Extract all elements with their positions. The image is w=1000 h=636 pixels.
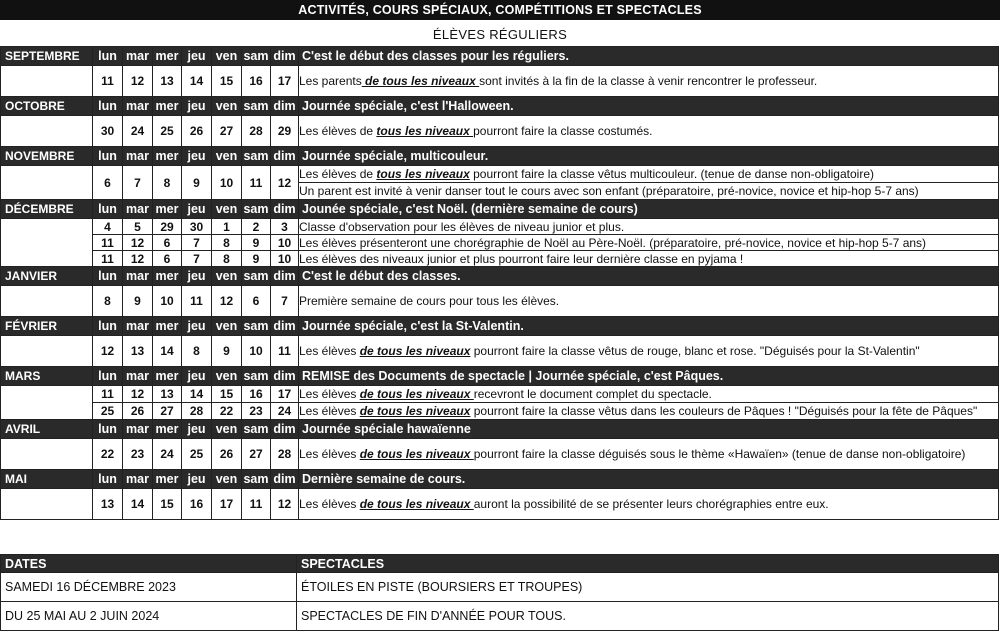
activity-description <box>299 489 999 520</box>
day-number: 13 <box>153 66 182 97</box>
day-number: 8 <box>93 286 123 317</box>
day-number: 17 <box>271 66 299 97</box>
day-number: 3 <box>271 219 299 235</box>
week-row <box>1 286 999 317</box>
day-name: mar <box>123 97 153 116</box>
day-name: mer <box>153 420 182 439</box>
description-text: sont invités à la fin de la classe à venir rencontrer le professeur. <box>479 74 818 88</box>
day-name: sam <box>242 470 271 489</box>
activity-description <box>299 166 999 183</box>
day-number: 11 <box>93 251 123 267</box>
day-number: 7 <box>123 166 153 200</box>
day-number: 16 <box>242 386 271 403</box>
day-name: jeu <box>182 97 212 116</box>
month-header-row <box>1 470 999 489</box>
day-name: jeu <box>182 367 212 386</box>
page-subtitle: ÉLÈVES RÉGULIERS <box>432 27 568 42</box>
day-name: jeu <box>182 420 212 439</box>
dates-column-header: DATES <box>1 555 297 573</box>
shows-column-header: SPECTACLES <box>297 555 999 573</box>
day-number: 8 <box>153 166 182 200</box>
month-name: DÉCEMBRE <box>1 200 93 219</box>
day-number: 24 <box>123 116 153 147</box>
level-label: de tous les niveaux <box>359 447 474 461</box>
month-name: NOVEMBRE <box>1 147 93 166</box>
day-number: 14 <box>153 336 182 367</box>
day-number: 28 <box>242 116 271 147</box>
month-blank-cell <box>1 489 93 520</box>
day-number: 14 <box>182 386 212 403</box>
day-name: ven <box>212 317 242 336</box>
day-name: sam <box>242 147 271 166</box>
day-number: 23 <box>123 439 153 470</box>
month-name: SEPTEMBRE <box>1 47 93 66</box>
description-text: Les élèves <box>299 497 360 511</box>
week-row <box>1 489 999 520</box>
calendar-table <box>0 46 999 520</box>
day-number: 7 <box>271 286 299 317</box>
month-blank-cell <box>1 116 93 147</box>
day-number: 11 <box>93 386 123 403</box>
day-name: lun <box>93 420 123 439</box>
day-name: mar <box>123 317 153 336</box>
day-number: 17 <box>271 386 299 403</box>
day-name: jeu <box>182 200 212 219</box>
day-number: 10 <box>242 336 271 367</box>
day-number: 29 <box>271 116 299 147</box>
activity-description <box>299 286 999 317</box>
shows-header-row <box>1 555 999 573</box>
day-name: ven <box>212 200 242 219</box>
level-label: de tous les niveaux <box>359 344 471 358</box>
day-number: 5 <box>123 219 153 235</box>
day-name: dim <box>271 317 299 336</box>
day-number: 28 <box>182 403 212 420</box>
day-number: 16 <box>182 489 212 520</box>
description-text: pourront faire la classe vêtus multicouleur. (tenue de danse non-obligatoire) <box>469 167 874 181</box>
activity-description <box>299 116 999 147</box>
month-title: Journée spéciale hawaïenne <box>299 420 999 439</box>
day-name: sam <box>242 47 271 66</box>
day-number: 9 <box>242 251 271 267</box>
day-name: mar <box>123 470 153 489</box>
day-number: 6 <box>242 286 271 317</box>
day-name: dim <box>271 470 299 489</box>
month-header-row <box>1 147 999 166</box>
day-number: 25 <box>153 116 182 147</box>
day-number: 12 <box>271 489 299 520</box>
day-number: 11 <box>242 489 271 520</box>
day-number: 13 <box>153 386 182 403</box>
description-text: Classe d'observation pour les élèves de niveau junior et plus. <box>299 219 625 234</box>
week-row <box>1 219 999 235</box>
day-name: jeu <box>182 147 212 166</box>
day-name: mer <box>153 47 182 66</box>
description-text: Les élèves des niveaux junior et plus pourront faire leur dernière classe en pyjama ! <box>299 251 744 266</box>
activity-description <box>299 219 999 235</box>
day-number: 24 <box>271 403 299 420</box>
day-name: mar <box>123 147 153 166</box>
description-text: Les élèves de <box>299 124 377 138</box>
level-label: de tous les niveaux <box>361 74 480 88</box>
day-name: mer <box>153 200 182 219</box>
month-title: C'est le début des classes. <box>299 267 999 286</box>
day-number: 12 <box>123 251 153 267</box>
week-row <box>1 116 999 147</box>
day-number: 24 <box>153 439 182 470</box>
description-text: Les élèves <box>299 447 360 461</box>
description-text: Les élèves <box>299 387 360 401</box>
day-number: 8 <box>182 336 212 367</box>
description-text: pourront faire la classe vêtus de rouge, blanc et rose. "Déguisés pour la St-Valentin" <box>470 344 920 358</box>
description-text: pourront faire la classe costumés. <box>473 124 653 138</box>
day-name: mar <box>123 47 153 66</box>
day-number: 4 <box>93 219 123 235</box>
day-name: ven <box>212 47 242 66</box>
day-name: ven <box>212 420 242 439</box>
day-number: 22 <box>212 403 242 420</box>
day-number: 6 <box>153 251 182 267</box>
day-name: sam <box>242 267 271 286</box>
day-number: 13 <box>93 489 123 520</box>
month-blank-cell <box>1 439 93 470</box>
month-blank-cell <box>1 66 93 97</box>
level-label: de tous les niveaux <box>359 404 471 418</box>
day-name: mer <box>153 97 182 116</box>
activity-description <box>299 386 999 403</box>
day-name: dim <box>271 147 299 166</box>
day-number: 11 <box>93 66 123 97</box>
day-name: sam <box>242 317 271 336</box>
day-number: 10 <box>271 235 299 251</box>
month-title: Journée spéciale, c'est la St-Valentin. <box>299 317 999 336</box>
description-text: Un parent est invité à venir danser tout le cours avec son enfant (préparatoire, pré-novice, novice et hip-hop 5-7 ans) <box>299 184 919 198</box>
day-name: jeu <box>182 47 212 66</box>
day-name: lun <box>93 317 123 336</box>
description-text: recevront le document complet du spectacle. <box>473 387 712 401</box>
day-name: jeu <box>182 470 212 489</box>
day-number: 6 <box>153 235 182 251</box>
description-text: Les élèves <box>299 404 360 418</box>
day-number: 27 <box>212 116 242 147</box>
month-blank-cell <box>1 386 93 420</box>
day-name: ven <box>212 97 242 116</box>
day-name: mar <box>123 367 153 386</box>
day-number: 30 <box>93 116 123 147</box>
shows-table <box>0 554 999 631</box>
level-label: tous les niveaux <box>376 167 470 181</box>
month-name: AVRIL <box>1 420 93 439</box>
day-number: 13 <box>123 336 153 367</box>
week-row <box>1 251 999 267</box>
level-label: tous les niveaux <box>376 124 474 138</box>
activity-description <box>299 235 999 251</box>
day-name: mer <box>153 367 182 386</box>
day-number: 15 <box>212 66 242 97</box>
month-header-row <box>1 317 999 336</box>
day-number: 1 <box>212 219 242 235</box>
day-number: 11 <box>271 336 299 367</box>
month-name: OCTOBRE <box>1 97 93 116</box>
day-name: dim <box>271 47 299 66</box>
month-header-row <box>1 47 999 66</box>
show-date: DU 25 MAI AU 2 JUIN 2024 <box>1 602 297 631</box>
day-name: lun <box>93 367 123 386</box>
day-name: mer <box>153 317 182 336</box>
day-name: ven <box>212 267 242 286</box>
day-name: dim <box>271 267 299 286</box>
month-blank-cell <box>1 219 93 267</box>
month-title: Journée spéciale, multicouleur. <box>299 147 999 166</box>
day-number: 26 <box>212 439 242 470</box>
week-row <box>1 166 999 183</box>
activity-description <box>299 251 999 267</box>
day-name: lun <box>93 97 123 116</box>
day-name: dim <box>271 97 299 116</box>
day-number: 22 <box>93 439 123 470</box>
month-title: Jounée spéciale, c'est Noël. (dernière semaine de cours) <box>299 200 999 219</box>
day-number: 9 <box>212 336 242 367</box>
day-number: 12 <box>271 166 299 200</box>
day-number: 16 <box>242 66 271 97</box>
day-number: 12 <box>93 336 123 367</box>
description-text: pourront faire la classe déguisés sous le thème «Hawaïen» (tenue de danse non-obligatoire) <box>473 447 966 461</box>
day-name: sam <box>242 420 271 439</box>
description-text: Les parents <box>299 74 362 88</box>
show-name: ÉTOILES EN PISTE (BOURSIERS ET TROUPES) <box>297 573 999 602</box>
day-number: 2 <box>242 219 271 235</box>
day-name: ven <box>212 367 242 386</box>
month-title: Journée spéciale, c'est l'Halloween. <box>299 97 999 116</box>
day-name: jeu <box>182 267 212 286</box>
day-name: mer <box>153 267 182 286</box>
day-name: lun <box>93 200 123 219</box>
day-number: 11 <box>93 235 123 251</box>
day-number: 8 <box>212 235 242 251</box>
month-title: Dernière semaine de cours. <box>299 470 999 489</box>
month-header-row <box>1 97 999 116</box>
description-text: Les élèves présenteront une chorégraphie de Noël au Père-Noël. (préparatoire, pré-novice, novice et hip-hop 5-7 ans) <box>299 235 927 250</box>
day-name: sam <box>242 367 271 386</box>
week-row <box>1 235 999 251</box>
day-number: 10 <box>271 251 299 267</box>
month-header-row <box>1 200 999 219</box>
month-blank-cell <box>1 336 93 367</box>
day-number: 25 <box>93 403 123 420</box>
description-text: Les élèves <box>299 344 360 358</box>
day-number: 27 <box>242 439 271 470</box>
day-name: ven <box>212 147 242 166</box>
day-number: 17 <box>212 489 242 520</box>
day-name: mer <box>153 147 182 166</box>
day-name: mar <box>123 420 153 439</box>
day-number: 10 <box>212 166 242 200</box>
day-name: ven <box>212 470 242 489</box>
month-name: MAI <box>1 470 93 489</box>
week-row <box>1 439 999 470</box>
day-number: 28 <box>271 439 299 470</box>
day-number: 26 <box>123 403 153 420</box>
day-number: 29 <box>153 219 182 235</box>
day-name: mer <box>153 470 182 489</box>
description-text: pourront faire la classe vêtus dans les couleurs de Pâques ! "Déguisés pour la fête de Pâques" <box>470 404 978 418</box>
month-name: JANVIER <box>1 267 93 286</box>
day-name: dim <box>271 420 299 439</box>
day-number: 25 <box>182 439 212 470</box>
show-date: SAMEDI 16 DÉCEMBRE 2023 <box>1 573 297 602</box>
day-name: lun <box>93 147 123 166</box>
page-title: ACTIVITÉS, COURS SPÉCIAUX, COMPÉTITIONS ET SPECTACLES <box>0 0 1000 20</box>
activity-description <box>299 66 999 97</box>
day-number: 11 <box>182 286 212 317</box>
day-name: sam <box>242 200 271 219</box>
day-number: 9 <box>182 166 212 200</box>
level-label: de tous les niveaux <box>359 387 474 401</box>
month-blank-cell <box>1 166 93 200</box>
day-name: jeu <box>182 317 212 336</box>
week-row <box>1 386 999 403</box>
day-name: lun <box>93 47 123 66</box>
day-name: dim <box>271 200 299 219</box>
month-name: FÉVRIER <box>1 317 93 336</box>
activity-description <box>299 403 999 420</box>
show-name: SPECTACLES DE FIN D'ANNÉE POUR TOUS. <box>297 602 999 631</box>
month-name: MARS <box>1 367 93 386</box>
activity-description <box>299 183 999 200</box>
day-name: lun <box>93 470 123 489</box>
month-header-row <box>1 367 999 386</box>
description-text: auront la possibilité de se présenter leurs chorégraphies entre eux. <box>473 497 829 511</box>
day-name: mar <box>123 200 153 219</box>
day-number: 30 <box>182 219 212 235</box>
day-number: 10 <box>153 286 182 317</box>
day-number: 14 <box>182 66 212 97</box>
day-name: sam <box>242 97 271 116</box>
day-name: lun <box>93 267 123 286</box>
week-row <box>1 403 999 420</box>
day-number: 7 <box>182 235 212 251</box>
day-name: mar <box>123 267 153 286</box>
activity-description <box>299 336 999 367</box>
show-row <box>1 573 999 602</box>
day-number: 9 <box>242 235 271 251</box>
day-number: 23 <box>242 403 271 420</box>
day-number: 7 <box>182 251 212 267</box>
week-row <box>1 66 999 97</box>
day-number: 15 <box>153 489 182 520</box>
day-number: 27 <box>153 403 182 420</box>
day-number: 12 <box>123 66 153 97</box>
month-blank-cell <box>1 286 93 317</box>
level-label: de tous les niveaux <box>359 497 474 511</box>
day-number: 14 <box>123 489 153 520</box>
month-title: C'est le début des classes pour les réguliers. <box>299 47 999 66</box>
day-number: 15 <box>212 386 242 403</box>
description-text: Les élèves de <box>299 167 377 181</box>
day-number: 12 <box>123 386 153 403</box>
week-row <box>1 336 999 367</box>
day-number: 12 <box>212 286 242 317</box>
month-header-row <box>1 420 999 439</box>
day-number: 9 <box>123 286 153 317</box>
day-number: 26 <box>182 116 212 147</box>
month-header-row <box>1 267 999 286</box>
day-number: 11 <box>242 166 271 200</box>
day-number: 8 <box>212 251 242 267</box>
show-row <box>1 602 999 631</box>
day-name: dim <box>271 367 299 386</box>
month-title: REMISE des Documents de spectacle | Journée spéciale, c'est Pâques. <box>299 367 999 386</box>
description-text: Première semaine de cours pour tous les élèves. <box>299 294 560 308</box>
day-number: 12 <box>123 235 153 251</box>
day-number: 6 <box>93 166 123 200</box>
activity-description <box>299 439 999 470</box>
